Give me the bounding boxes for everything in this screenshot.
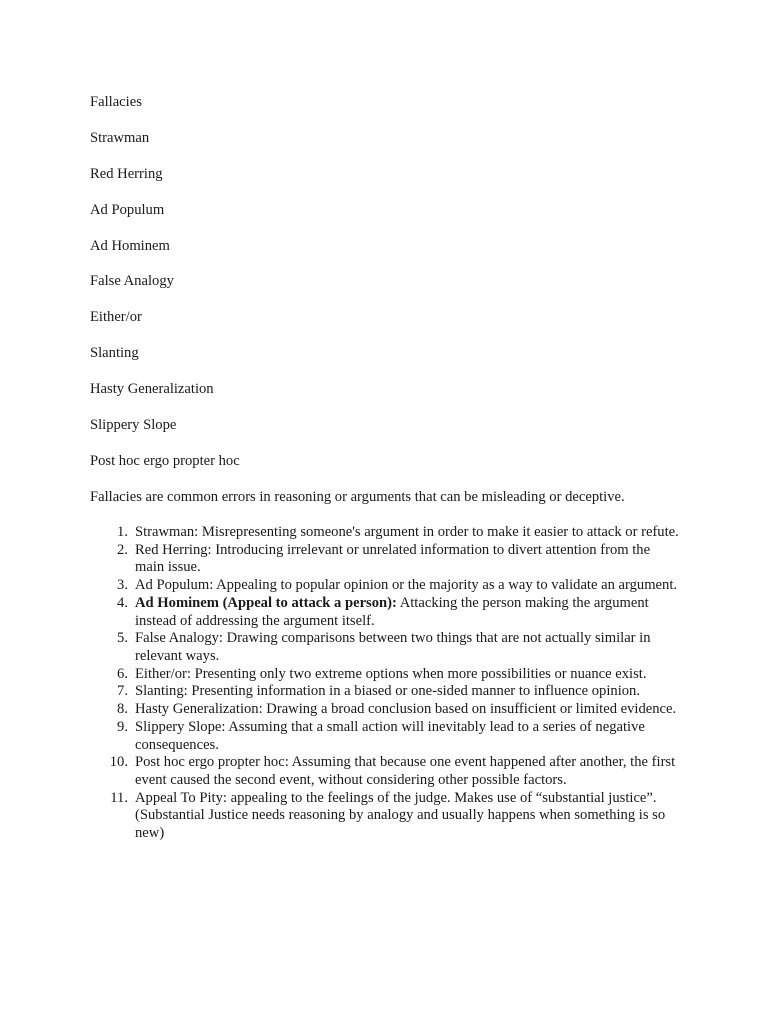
list-item-number: 4. (117, 594, 128, 611)
heading-post-hoc: Post hoc ergo propter hoc (90, 453, 240, 469)
list-item-number: 3. (117, 577, 128, 594)
list-item-number: 2. (117, 541, 128, 558)
heading-ad-hominem: Ad Hominem (90, 238, 170, 254)
list-item (90, 542, 680, 577)
list-item-number: 11. (110, 789, 128, 806)
list-item-body: Hasty Generalization: Drawing a broad conclusion based on insufficient or limited evidence. (135, 701, 677, 718)
heading-slanting: Slanting (90, 345, 139, 361)
list-item (90, 630, 680, 665)
title-fallacies: Fallacies (90, 94, 142, 110)
list-item-number: 7. (117, 683, 128, 700)
list-item-body: Strawman: Misrepresenting someone's argument in order to make it easier to attack or refute. (135, 524, 679, 540)
heading-strawman: Strawman (90, 130, 150, 146)
list-item-text (135, 701, 676, 717)
list-item (90, 595, 680, 630)
list-item (90, 577, 680, 595)
list-item-text (135, 524, 679, 540)
list-item-number: 6. (117, 665, 128, 682)
list-item-number: 1. (117, 524, 128, 540)
list-item-body: Appeal To Pity: appealing to the feelings of the judge. Makes use of “substantial justice”. (Substantial Justice needs reasoning by analogy and usually happens when something is so new) (135, 789, 666, 841)
list-item-text (135, 719, 645, 753)
list-item-text (135, 630, 651, 664)
list-item (90, 719, 680, 754)
list-item-text (135, 754, 675, 788)
heading-red-herring: Red Herring (90, 166, 163, 182)
intro-paragraph: Fallacies are common errors in reasoning or arguments that can be misleading or deceptive. (90, 489, 625, 505)
list-item-number: 9. (117, 719, 128, 736)
heading-either-or: Either/or (90, 309, 142, 325)
heading-ad-populum: Ad Populum (90, 202, 165, 218)
list-item (90, 754, 680, 789)
list-item (90, 524, 680, 542)
list-item-body: False Analogy: Drawing comparisons between two things that are not actually similar in relevant ways. (135, 630, 651, 664)
list-item-body: Ad Populum: Appealing to popular opinion or the majority as a way to validate an argument. (135, 577, 678, 594)
list-item-body: Slippery Slope: Assuming that a small action will inevitably lead to a series of negative consequences. (135, 719, 645, 753)
heading-slippery-slope: Slippery Slope (90, 417, 177, 433)
list-item-text (135, 542, 650, 576)
list-item-number: 10. (109, 754, 128, 771)
list-item-body: Either/or: Presenting only two extreme options when more possibilities or nuance exist. (135, 665, 647, 682)
list-item-body: Slanting: Presenting information in a biased or one-sided manner to influence opinion. (135, 683, 640, 700)
list-item (90, 701, 680, 719)
heading-false-analogy: False Analogy (90, 273, 174, 289)
list-item (90, 683, 680, 701)
list-item-text (135, 666, 647, 682)
list-item-text (135, 683, 640, 699)
heading-hasty-generalization: Hasty Generalization (90, 381, 214, 397)
list-item-body: Post hoc ergo propter hoc: Assuming that because one event happened after another, the first event caused the second event, without considering other possible factors. (135, 754, 676, 788)
list-item-text (135, 790, 665, 841)
list-item-body: Red Herring: Introducing irrelevant or unrelated information to divert attention from the main issue. (135, 541, 651, 576)
list-item-text (135, 577, 677, 593)
list-item (90, 666, 680, 684)
list-item-text (135, 595, 649, 629)
list-item (90, 790, 680, 843)
list-item-bold-term: Ad Hominem (Appeal to attack a person): (135, 594, 397, 611)
list-item-body: Attacking the person making the argument instead of addressing the argument itself. (135, 594, 649, 629)
list-item-number: 8. (117, 701, 128, 718)
list-item-number: 5. (117, 630, 128, 647)
fallacy-list (90, 524, 680, 843)
